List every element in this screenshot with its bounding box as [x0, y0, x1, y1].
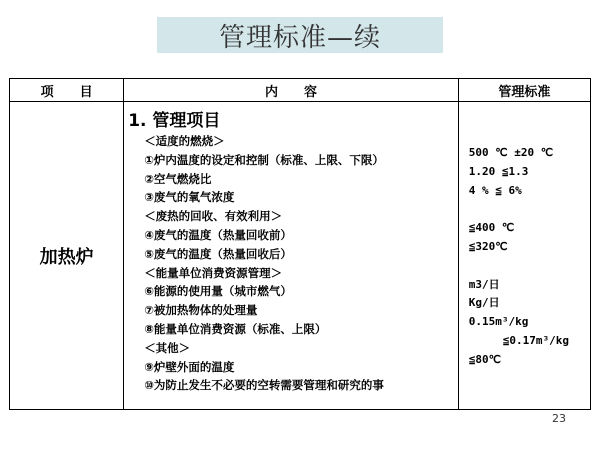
table-header-row	[10, 79, 591, 102]
standard-value	[469, 257, 590, 276]
content-heading: 1. 管理项目	[128, 111, 221, 131]
standard-value: ≦320℃	[468, 239, 508, 253]
header-item: 项 目	[10, 79, 124, 102]
section-label: ＜适度的燃烧＞	[144, 134, 225, 148]
content-item: ③废气的氧气浓度	[144, 190, 235, 205]
content-cell	[124, 102, 459, 410]
section-label: ＜其他＞	[144, 340, 191, 355]
item-cell: 加热炉	[10, 102, 124, 410]
standard-value: m3/日	[468, 277, 500, 291]
content-item: ⑥能源的使用量（城市燃气）	[144, 284, 292, 299]
standard-value: 0.15m³/kg	[468, 315, 529, 329]
content-item: ⑤废气的温度（热量回收后）	[144, 246, 292, 261]
content-item: ②空气燃烧比	[144, 171, 212, 186]
table-body-row	[10, 102, 591, 410]
content-item: ⑦被加热物体的处理量	[144, 303, 258, 318]
header-standard: 管理标准	[458, 79, 590, 102]
content-item: ⑩为防止发生不必要的空转需要管理和研究的事	[144, 378, 384, 393]
section-label: ＜废热的回收、有效利用＞	[144, 209, 283, 224]
standard-value: Kg/日	[468, 296, 500, 310]
page-number: 23	[552, 412, 566, 425]
content-item: ⑧能量单位消费资源（标准、上限）	[144, 321, 327, 336]
standard-value: 1.20 ≦1.3	[468, 164, 529, 178]
standard-value	[469, 200, 590, 219]
standard-value: ≦0.17m³/kg	[502, 333, 569, 347]
standard-value: ≦400 ℃	[468, 221, 515, 235]
section-label: ＜能量单位消费资源管理＞	[144, 265, 283, 280]
content-item: ⑨炉壁外面的温度	[144, 359, 235, 374]
standard-value: ≦80℃	[468, 352, 501, 366]
content-item: ①炉内温度的设定和控制（标准、上限、下限）	[144, 152, 384, 167]
header-content: 内 容	[124, 79, 459, 102]
standard-value: 4 % ≦ 6%	[468, 183, 522, 197]
management-standard-table	[9, 78, 591, 410]
standard-cell	[458, 102, 590, 410]
standard-value: 500 ℃ ±20 ℃	[468, 146, 554, 159]
standard-value	[469, 370, 590, 389]
slide-title: 管理标准—续	[157, 17, 443, 53]
content-item: ④废气的温度（热量回收前）	[144, 227, 292, 242]
